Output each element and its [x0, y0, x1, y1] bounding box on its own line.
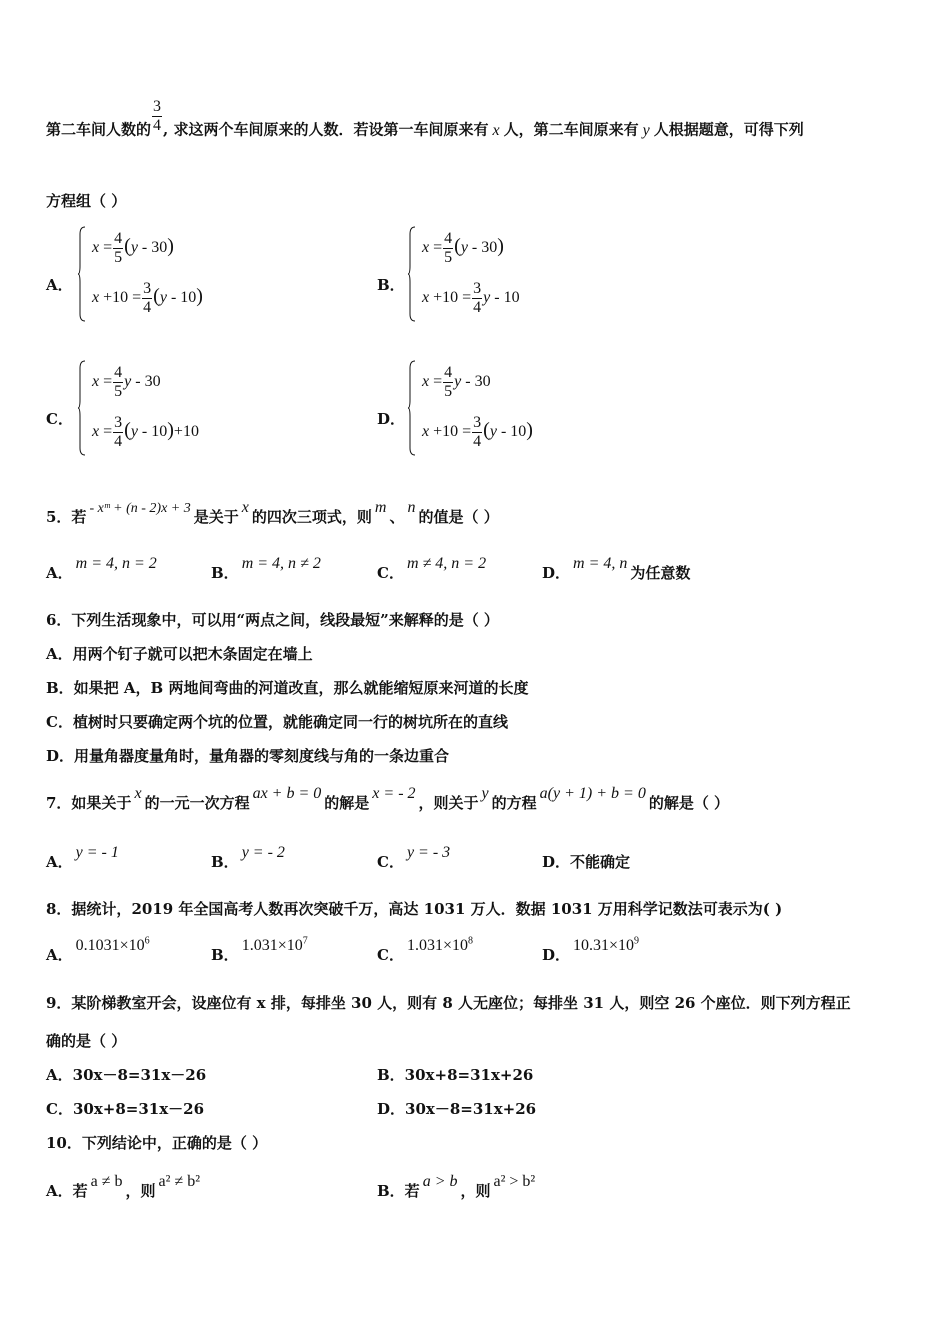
q10-stem: 10．下列结论中，正确的是（ ）	[46, 1134, 268, 1152]
q5-expression: - xᵐ + (n - 2)x + 3	[89, 501, 191, 516]
q5-option-a[interactable]: A．m = 4, n = 2	[46, 555, 157, 582]
q5-var: x	[241, 499, 249, 516]
brace-icon	[408, 226, 416, 322]
brace-icon	[78, 226, 86, 322]
q4-option-d-label[interactable]: D．	[377, 410, 406, 428]
q4-var-x: x	[492, 121, 500, 139]
q4-stem-line1	[46, 98, 804, 149]
q5-option-d[interactable]: D．m = 4, n为任意数	[542, 555, 691, 582]
q9-option-d[interactable]: D．30x－8=31x+26	[377, 1100, 537, 1118]
q4-text-c: 人，第二车间原来有	[503, 120, 639, 139]
q4-fraction: $\frac{3}{4}$	[153, 98, 162, 134]
brace-icon	[408, 360, 416, 456]
q8-option-d[interactable]: D．$10.31\times 10^9$	[542, 935, 640, 964]
q5-text2: 的四次三项式，则	[251, 508, 372, 526]
q8-option-b[interactable]: B．$1.031\times 10^7$	[211, 935, 308, 964]
q5-prefix: 5．若	[46, 508, 87, 526]
q5-sep: 、	[389, 508, 405, 526]
q7-option-d[interactable]: D．不能确定	[542, 853, 631, 871]
q5-text: 是关于	[193, 508, 239, 526]
q4-stem-line2: 方程组（ ）	[46, 192, 127, 210]
q4-var-y: y	[642, 121, 650, 139]
q9-option-a[interactable]: A．30x－8=31x－26	[46, 1066, 207, 1084]
q4-option-a-system: x = $\frac{4}{5}$ (y - 30) x +10 = $\frac{3}{4}$ (y - 10)	[78, 226, 318, 322]
q9-stem-line2: 确的是（ ）	[46, 1032, 127, 1050]
q4-option-b-label[interactable]: B．	[377, 276, 405, 294]
q6-option-a[interactable]: A．用两个钉子就可以把木条固定在墙上	[46, 645, 313, 663]
q7-option-a[interactable]: A．y = - 1	[46, 844, 119, 871]
q5-m: m	[374, 499, 387, 516]
q5-option-c[interactable]: C．m ≠ 4, n = 2	[377, 555, 487, 582]
q4-option-d-system: x = $\frac{4}{5}$ y - 30 x +10 = $\frac{3}{4}$ (y - 10)	[408, 360, 648, 456]
q5-option-b[interactable]: B．m = 4, n ≠ 2	[211, 555, 321, 582]
q5-end: 的值是（ ）	[418, 508, 499, 526]
q5-stem	[46, 499, 499, 527]
q8-stem: 8．据统计，2019 年全国高考人数再次突破千万，高达 1031 万人．数据 1031 万用科学记数法可表示为( )	[46, 900, 783, 918]
q5-n: n	[407, 499, 416, 516]
brace-icon	[78, 360, 86, 456]
q8-option-c[interactable]: C．$1.031\times 10^8$	[377, 935, 473, 964]
q7-option-b[interactable]: B．y = - 2	[211, 844, 285, 871]
q10-option-a[interactable]: A．若a ≠ b，则a² ≠ b²	[46, 1173, 201, 1200]
q9-option-b[interactable]: B．30x+8=31x+26	[377, 1066, 534, 1084]
q6-option-c[interactable]: C．植树时只要确定两个坑的位置，就能确定同一行的树坑所在的直线	[46, 713, 508, 731]
q4-text-d: 人根据题意，可得下列	[653, 120, 804, 139]
q4-option-c-system: x = $\frac{4}{5}$ y - 30 x = $\frac{3}{4}$ (y - 10)+10	[78, 360, 318, 456]
q4-text-a: 第二车间人数的	[46, 120, 152, 139]
q9-option-c[interactable]: C．30x+8=31x－26	[46, 1100, 205, 1118]
q7-option-c[interactable]: C．y = - 3	[377, 844, 451, 871]
q8-option-a[interactable]: A．$0.1031\times 10^6$	[46, 935, 150, 964]
q10-option-b[interactable]: B．若a > b，则a² > b²	[377, 1173, 536, 1200]
q4-text-b: , 求这两个车间原来的人数．若设第一车间原来有	[163, 120, 489, 139]
q6-option-d[interactable]: D．用量角器度量角时，量角器的零刻度线与角的一条边重合	[46, 747, 450, 765]
q6-stem: 6．下列生活现象中，可以用“两点之间，线段最短”来解释的是（ ）	[46, 611, 499, 629]
q6-option-b[interactable]: B．如果把 A，B 两地间弯曲的河道改直，那么就能缩短原来河道的长度	[46, 679, 529, 697]
q4-option-a-label[interactable]: A．	[46, 276, 73, 294]
q4-option-c-label[interactable]: C．	[46, 410, 73, 428]
q9-stem-line1: 9．某阶梯教室开会，设座位有 x 排，每排坐 30 人，则有 8 人无座位；每排坐 31 人，则空 26 个座位．则下列方程正	[46, 994, 851, 1012]
q4-option-b-system: x = $\frac{4}{5}$ (y - 30) x +10 = $\frac{3}{4}$ y - 10	[408, 226, 648, 322]
q7-stem: 7．如果关于x的一元一次方程ax + b = 0的解是x = - 2，则关于y的方程a(y + 1) + b = 0的解是（ ）	[46, 785, 730, 812]
